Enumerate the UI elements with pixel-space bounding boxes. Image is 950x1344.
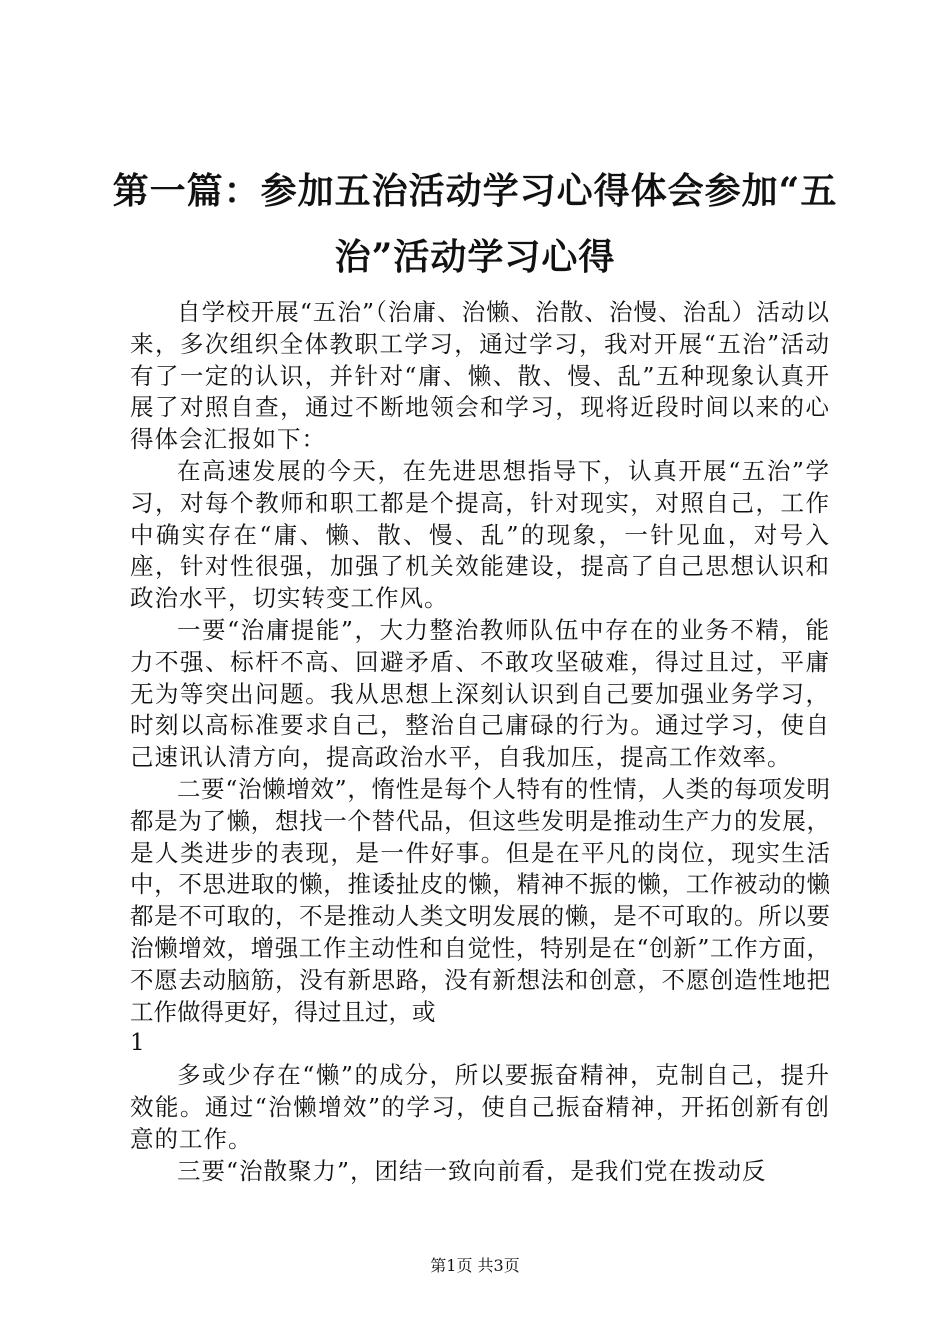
paragraph-zhisan: 三要“治散聚力”，团结一致向前看，是我们党在拨动反 [177, 1156, 767, 1185]
paragraph-zhilan-continued: 多或少存在“懒”的成分，所以要振奋精神，克制自己，提升效能。通过“治懒增效”的学习，使自己振奋精神，开拓创新有创意的工作。 [130, 1061, 830, 1153]
paragraph-zhiyong: 一要“治庸提能”，大力整治教师队伍中存在的业务不精，能力不强、标杆不高、回避矛盾、不敢攻坚破难，得过且过，平庸无为等突出问题。我从思想上深刻认识到自己要加强业务学习，时刻以高标准要求自己，整治自己庸碌的行为。通过学习，使自己速讯认清方向，提高政治水平，自我加压，提高工作效率。 [130, 615, 830, 772]
page-footer: 第1页 共3页 [430, 1256, 520, 1275]
document-body [130, 297, 830, 1187]
inline-page-number: 1 [130, 1030, 145, 1057]
paragraph-context: 在高速发展的今天，在先进思想指导下，认真开展“五治”学习，对每个教师和职工都是个提高，针对现实，对照自己，工作中确实存在“庸、懒、散、慢、乱”的现象，一针见血，对号入座，针对性很强，加强了机关效能建设，提高了自己思想认识和政治水平，切实转变工作风。 [130, 456, 830, 613]
document-title: 第一篇：参加五治活动学习心得体会参加“五治”活动学习心得 [112, 170, 838, 278]
paragraph-zhilan: 二要“治懒增效”，惰性是每个人特有的性情，人类的每项发明都是为了懒，想找一个替代品，但这些发明是推动生产力的发展，是人类进步的表现，是一件好事。但是在平凡的岗位，现实生活中，不思进取的懒，推诿扯皮的懒，精神不振的懒，工作被动的懒都是不可取的，不是推动人类文明发展的懒，是不可取的。所以要治懒增效，增强工作主动性和自觉性，特别是在“创新”工作方面，不愿去动脑筋，没有新思路，没有新想法和创意，不愿创造性地把工作做得更好，得过且过，或 [130, 774, 830, 1026]
paragraph-intro: 自学校开展“五治”（治庸、治懒、治散、治慢、治乱）活动以来，多次组织全体教职工学习，通过学习，我对开展“五治”活动有了一定的认识，并针对“庸、懒、散、慢、乱”五种现象认真开展了对照自查，通过不断地领会和学习，现将近段时间以来的心得体会汇报如下： [130, 298, 830, 454]
